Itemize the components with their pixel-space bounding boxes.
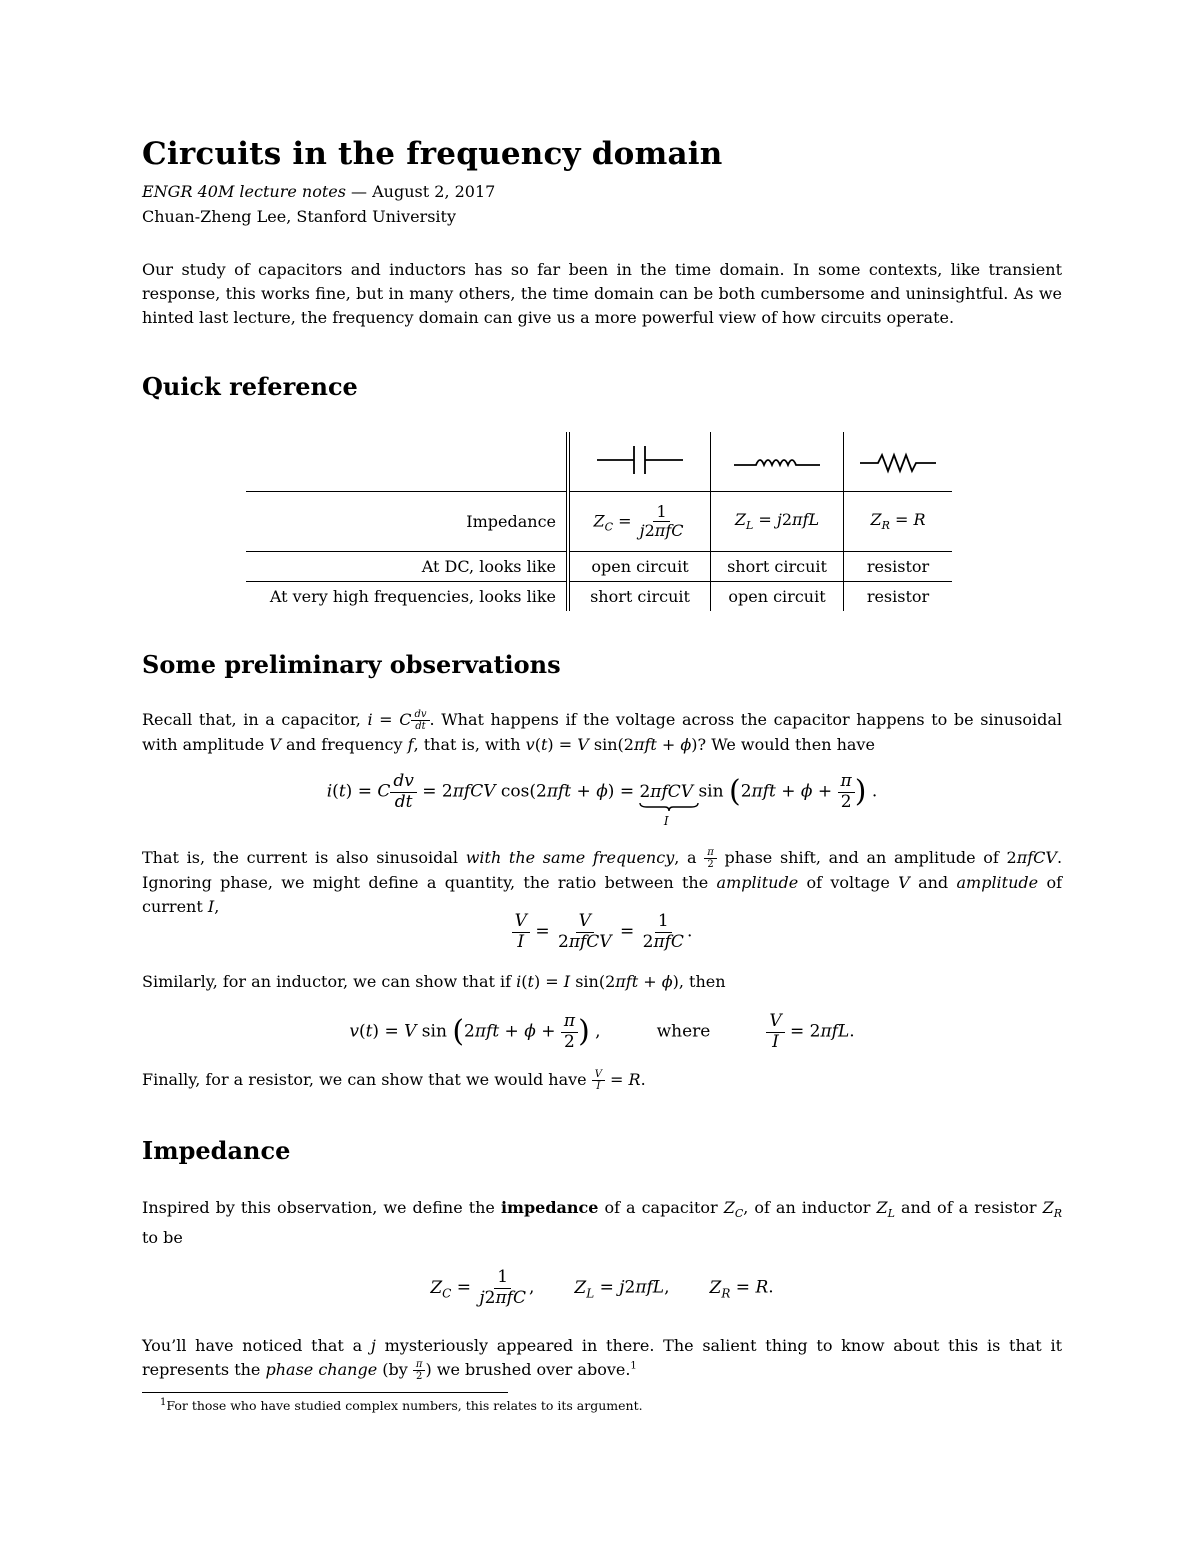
hf-capacitor-cell: short circuit: [568, 582, 711, 612]
footnote: $^1$For those who have studied complex numbers, this relates to its argument.: [160, 1396, 643, 1413]
course-line: [142, 182, 495, 201]
resistor-impedance-formula: $Z_R = R$: [844, 492, 953, 552]
capacitor-ratio-equation: $\frac{V}{I}$ = V 2πfCV = 1 2πfC .: [142, 912, 1062, 952]
impedance-paragraph-1: Inspired by this observation, we define the impedance of a capacitor $Z_C$, of an inductor $Z_L$ and of a resistor $Z_R$ to be: [142, 1198, 1063, 1248]
prelim-paragraph-4: Finally, for a resistor, we can show that we would have $\frac{V}{I}$ = R.: [142, 1068, 646, 1092]
table-row: [246, 432, 952, 492]
table-row: [246, 582, 952, 612]
date: August 2, 2017: [372, 182, 496, 201]
prelim-paragraph-1: Recall that, in a capacitor, i = C $\frac{dv}{dt}$ . What happens if the voltage across the capacitor happens to be sinusoidal with amplitude V and frequency f, that is, with v(t) = V sin(2πft + ϕ)? We would then have: [142, 708, 1063, 754]
table-row: [246, 552, 952, 582]
intro-paragraph: Our study of capacitors and inductors has so far been in the time domain. In some contexts, like transient response, this works fine, but in many others, the time domain can be both cumbersome and uninsightful. As we hinted last lecture, the frequency domain can give us a more powerful view of how circuits operate.: [142, 260, 1062, 327]
dc-resistor-cell: resistor: [844, 552, 953, 582]
underbrace-icon: [639, 802, 699, 812]
impedance-definitions-equation: $Z_C$ = 1 j2πfC , $Z_L = j2\pi fL$, $Z_R = R$.: [430, 1267, 774, 1308]
hf-inductor-cell: open circuit: [711, 582, 844, 612]
dc-capacitor-cell: open circuit: [568, 552, 711, 582]
inductor-voltage-equation: v(t) = V sin (2πft + ϕ + $\frac{\pi}{2}$ ) , where $\frac{V}{I}$ = 2πfL.: [349, 1011, 855, 1052]
capacitor-symbol-icon: [595, 443, 685, 477]
footnote-divider: [142, 1392, 508, 1393]
inductor-symbol-icon: [732, 443, 822, 477]
capacitor-impedance-formula: $Z_C$ = 1 j2πfC: [568, 492, 711, 552]
impedance-row-label: Impedance: [246, 492, 568, 552]
prelim-paragraph-2: That is, the current is also sinusoidal with the same frequency, a $\frac{\pi}{2}$ phase shift, and an amplitude of 2πfCV. Ignoring phase, we might define a quantity, the ratio between the amplitude of voltage V and amplitude of current I,: [142, 846, 1063, 916]
hf-resistor-cell: resistor: [844, 582, 953, 612]
date-separator: —: [345, 182, 373, 201]
hf-row-label: At very high frequencies, looks like: [246, 582, 568, 612]
section-heading-preliminary: Some preliminary observations: [142, 650, 561, 679]
section-heading-quick-reference: Quick reference: [142, 372, 358, 401]
section-heading-impedance: Impedance: [142, 1136, 291, 1165]
quick-reference-table: [246, 432, 952, 611]
prelim-paragraph-3: Similarly, for an inductor, we can show that if i(t) = I sin(2πft + ϕ), then: [142, 972, 726, 991]
dc-row-label: At DC, looks like: [246, 552, 568, 582]
dc-inductor-cell: short circuit: [711, 552, 844, 582]
author: Chuan-Zheng Lee, Stanford University: [142, 207, 456, 226]
table-row: [246, 492, 952, 552]
resistor-symbol-icon: [858, 443, 938, 477]
page-title: Circuits in the frequency domain: [142, 136, 723, 172]
inductor-impedance-formula: $Z_L = j2\pi fL$: [711, 492, 844, 552]
capacitor-current-equation: i(t) = C $\frac{dv}{dt}$ = 2πfCV cos(2πft + ϕ) = 2πfCV I sin (2πft + ϕ + $\frac{\pi}{2}$ ) .: [326, 771, 878, 828]
impedance-paragraph-2: You’ll have noticed that a j mysteriously appeared in there. The salient thing to know about this is that it represents the phase change (by $\frac{\pi}{2}$ ) we brushed over above.$^1$: [142, 1336, 1063, 1382]
course-name: ENGR 40M lecture notes: [142, 182, 346, 201]
